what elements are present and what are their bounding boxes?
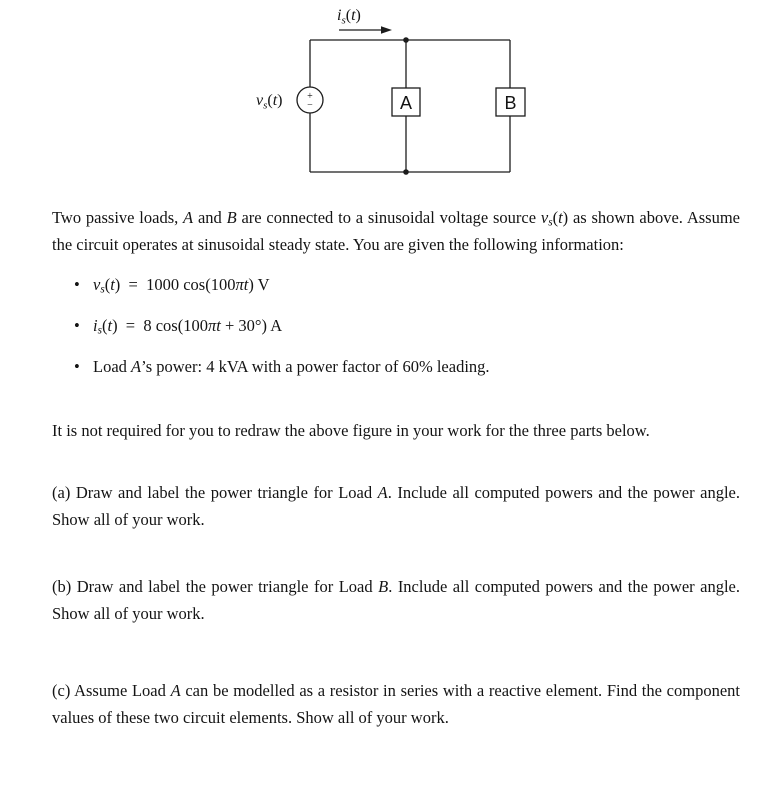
- node-dot-bottom: [403, 169, 409, 175]
- source-plus-sign: +: [307, 91, 313, 102]
- load-a-label: A: [399, 93, 413, 113]
- voltage-equation: $v_s(t)$ = 1000 cos(100πt) V: [93, 275, 270, 296]
- list-item: [52, 271, 740, 298]
- list-item: [52, 312, 740, 339]
- part-b-paragraph: (b) Draw and label the power triangle for Load B. Include all computed powers and the power angle. Show all of your work.: [52, 577, 740, 623]
- note-paragraph: It is not required for you to redraw the above figure in your work for the three parts below.: [52, 421, 650, 440]
- current-source-label: $i_s(t)$: [337, 7, 361, 27]
- circuit-diagram: [0, 0, 781, 196]
- circuit-figure: [0, 0, 781, 196]
- given-information-list: [52, 271, 740, 380]
- current-arrowhead-icon: [381, 26, 392, 34]
- part-c-paragraph: (c) Assume Load A can be modelled as a resistor in series with a reactive element. Find the component values of these two circuit elements. Show all of your work.: [52, 681, 740, 727]
- load-b-label: B: [504, 93, 517, 113]
- part-a-paragraph: (a) Draw and label the power triangle for Load A. Include all computed powers and the power angle. Show all of your work.: [52, 483, 740, 529]
- current-equation: $i_s(t)$ = 8 cos(100πt + 30°) A: [93, 316, 283, 337]
- list-item: [52, 353, 740, 380]
- source-minus-sign: −: [307, 100, 313, 111]
- voltage-source-label: $v_s(t)$: [256, 92, 283, 112]
- bullet-marker: •: [74, 275, 80, 294]
- bullet-marker: •: [74, 316, 80, 335]
- problem-text: [0, 204, 781, 731]
- node-dot-top: [403, 37, 409, 43]
- load-a-power-info: Load A’s power: 4 kVA with a power factor of 60% leading.: [93, 357, 490, 376]
- intro-paragraph: Two passive loads, A and B are connected to a sinusoidal voltage source $v_s(t)$ as shown above. Assume the circuit operates at sinusoidal steady state. You are given the following information:: [52, 208, 740, 254]
- bullet-marker: •: [74, 357, 80, 376]
